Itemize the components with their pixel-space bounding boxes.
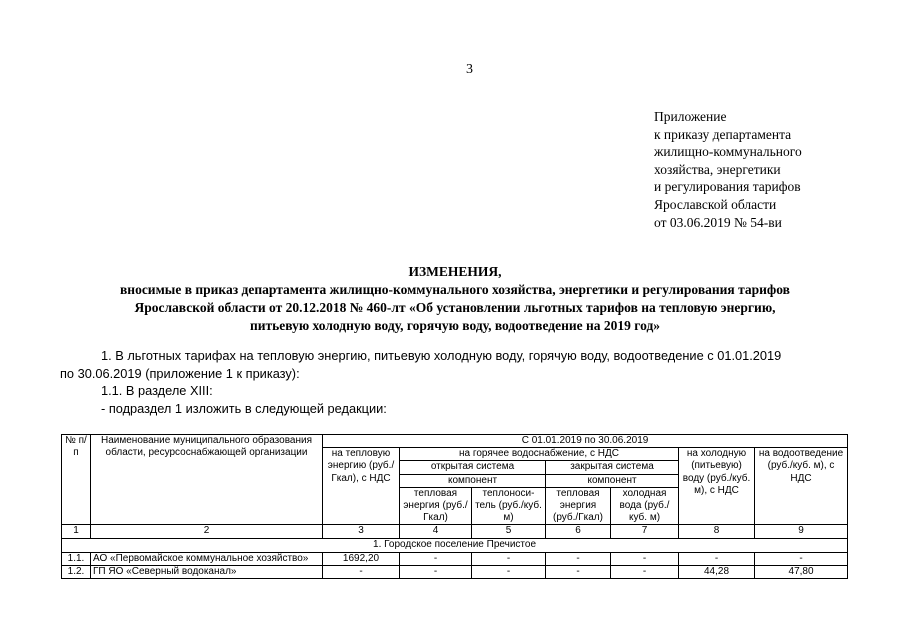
paragraph-1-line-2: по 30.06.2019 (приложение 1 к приказу): <box>60 365 300 381</box>
appendix-line: хозяйства, энергетики <box>654 161 781 177</box>
heading-line: вносимые в приказ департамента жилищно-коммунального хозяйства, энергетики и регулирования тарифов <box>120 282 790 297</box>
table-row <box>62 552 848 565</box>
appendix-line: Приложение <box>654 109 727 124</box>
header-cold-water: на холодную (питьевую) воду (руб./куб. м), с НДС <box>679 448 755 525</box>
header-open-heat-energy: тепловая энергия (руб./Гкал) <box>400 487 472 525</box>
header-name: Наименование муниципального образования области, ресурсоснабжающей организации <box>91 435 323 525</box>
row-organization: ГП ЯО «Северный водоканал» <box>91 565 323 578</box>
header-component-closed: компонент <box>546 474 679 487</box>
column-number: 5 <box>472 525 546 538</box>
header-wastewater: на водоотведение (руб./куб. м), с НДС <box>755 448 848 525</box>
row-cell: - <box>546 552 611 565</box>
row-cell: - <box>546 565 611 578</box>
header-hot-water: на горячее водоснабжение, с НДС <box>400 448 679 461</box>
section-row <box>62 538 848 552</box>
column-number: 4 <box>400 525 472 538</box>
column-number: 9 <box>755 525 848 538</box>
column-number: 1 <box>62 525 91 538</box>
heading-line: Ярославской области от 20.12.2018 № 460-лт «Об установлении льготных тарифов на тепловую энергию, <box>134 300 776 315</box>
row-num: 1.1. <box>62 552 91 565</box>
header-closed-cold-water: холодная вода (руб./куб. м) <box>611 487 679 525</box>
header-num: № п/п <box>62 435 91 525</box>
paragraph-1-line-1: 1. В льготных тарифах на тепловую энергию, питьевую холодную воду, горячую воду, водоотведение с 01.01.2019 <box>101 348 782 363</box>
row-cell: - <box>611 552 679 565</box>
header-open-carrier: теплоноси-тель (руб./куб. м) <box>472 487 546 525</box>
paragraph-3: - подраздел 1 изложить в следующей редакции: <box>101 400 387 416</box>
header-closed-heat-energy: тепловая энергия (руб./Гкал) <box>546 487 611 525</box>
document-heading <box>60 263 850 335</box>
page-number: 3 <box>466 62 473 77</box>
column-number: 8 <box>679 525 755 538</box>
heading-line: питьевую холодную воду, горячую воду, водоотведение на 2019 год» <box>249 318 661 333</box>
tariff-table <box>61 434 848 579</box>
table-row <box>62 565 848 578</box>
row-cell: 44,28 <box>679 565 755 578</box>
appendix-line: от 03.06.2019 № 54-ви <box>654 214 782 230</box>
row-organization: АО «Первомайское коммунальное хозяйство» <box>91 552 323 565</box>
appendix-line: к приказу департамента <box>654 126 792 142</box>
row-cell: - <box>611 565 679 578</box>
row-cell: - <box>755 552 848 565</box>
column-number: 2 <box>91 525 323 538</box>
row-cell: - <box>400 565 472 578</box>
column-number-row <box>62 525 848 538</box>
appendix-line: жилищно-коммунального <box>654 144 802 160</box>
row-cell: - <box>400 552 472 565</box>
appendix-line: и регулирования тарифов <box>654 179 801 195</box>
heading-title: ИЗМЕНЕНИЯ, <box>408 264 502 279</box>
row-cell: - <box>472 565 546 578</box>
header-heat: на тепловую энергию (руб./Гкал), с НДС <box>323 448 400 525</box>
column-number: 7 <box>611 525 679 538</box>
row-num: 1.2. <box>62 565 91 578</box>
header-component-open: компонент <box>400 474 546 487</box>
appendix-line: Ярославской области <box>654 196 777 212</box>
column-number: 3 <box>323 525 400 538</box>
header-period: С 01.01.2019 по 30.06.2019 <box>323 435 848 448</box>
row-cell: - <box>679 552 755 565</box>
row-cell: 47,80 <box>755 565 848 578</box>
header-closed-system: закрытая система <box>546 461 679 474</box>
section-title: 1. Городское поселение Пречистое <box>62 538 848 552</box>
appendix-block <box>654 108 802 231</box>
body-text <box>60 347 850 417</box>
row-cell: - <box>323 565 400 578</box>
header-open-system: открытая система <box>400 461 546 474</box>
row-cell: - <box>472 552 546 565</box>
column-number: 6 <box>546 525 611 538</box>
row-cell: 1692,20 <box>323 552 400 565</box>
paragraph-2: 1.1. В разделе XIII: <box>101 383 213 398</box>
